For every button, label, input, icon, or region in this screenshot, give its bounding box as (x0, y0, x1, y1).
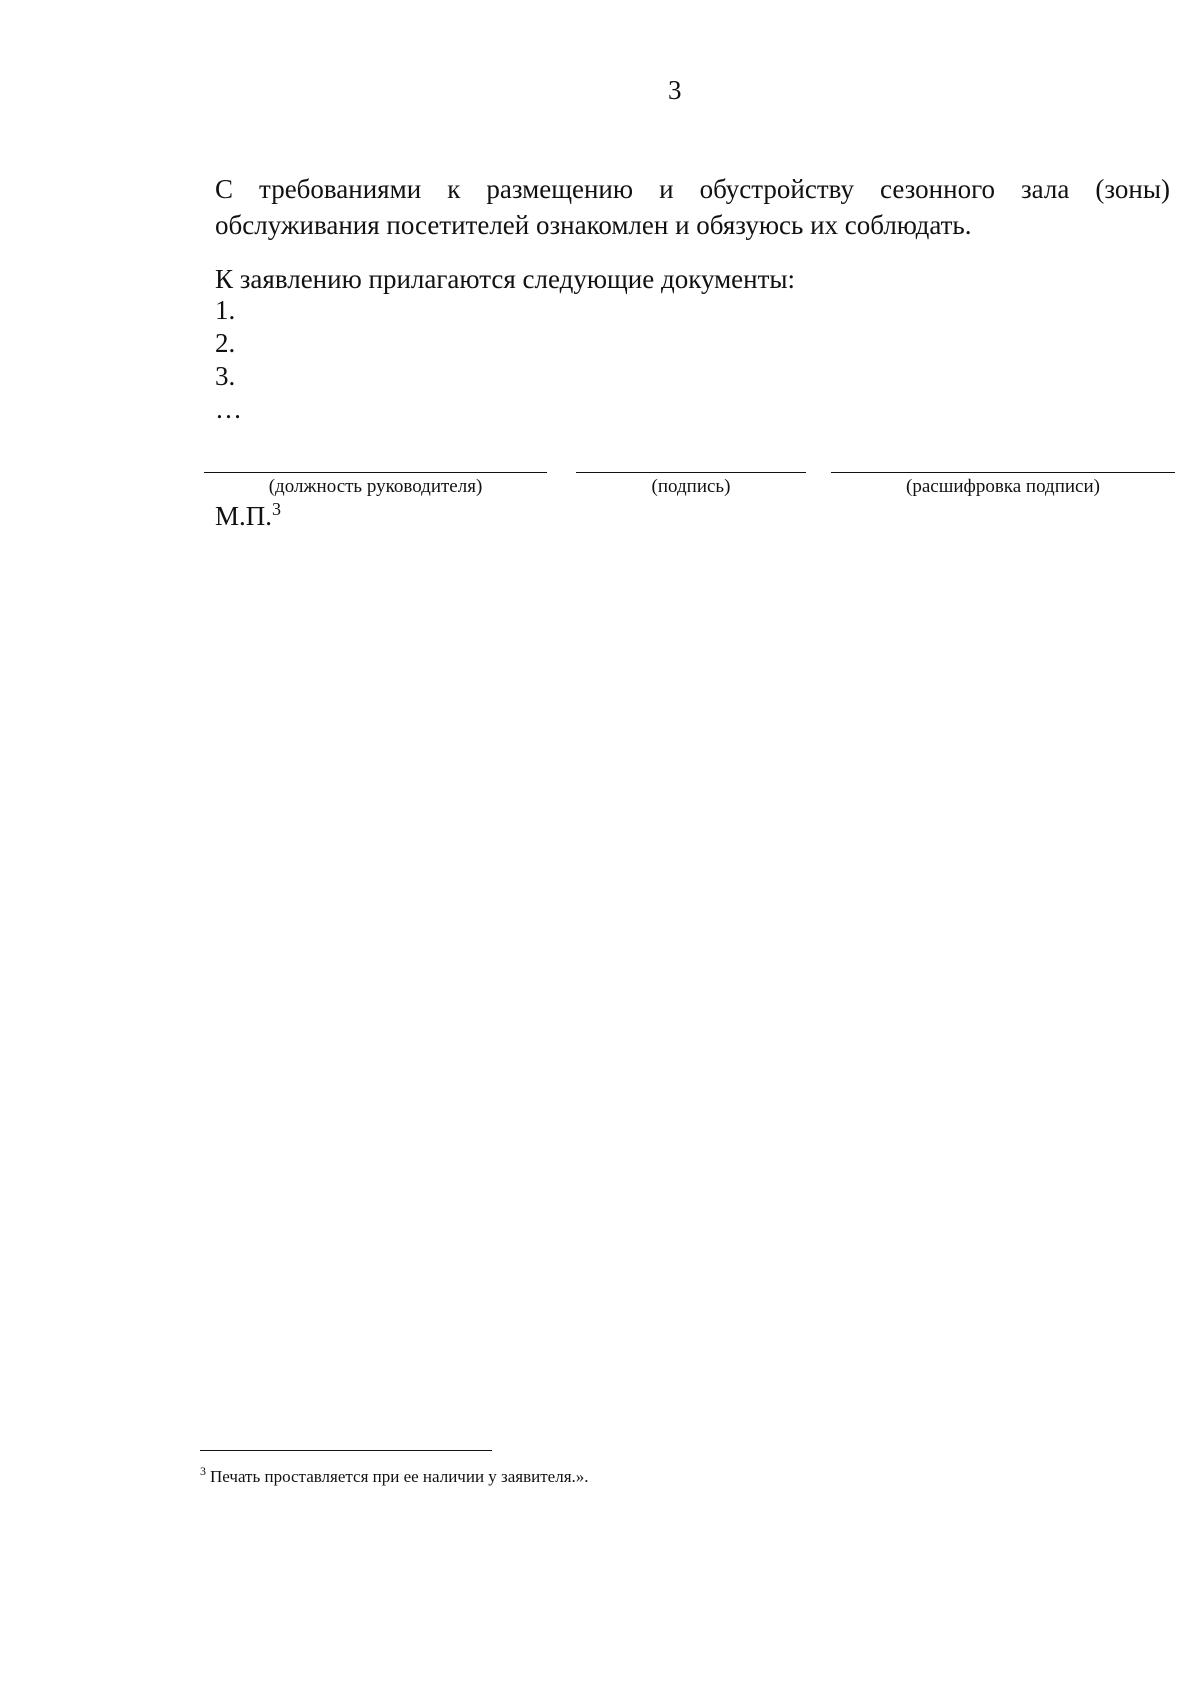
footnote-marker: 3 (200, 1464, 206, 1479)
signature-caption: (подпись) (651, 476, 731, 497)
footnote (200, 1466, 589, 1488)
attachments-list (215, 294, 242, 426)
footnote-divider (200, 1450, 492, 1451)
requirements-line-1: С требованиями к размещению и обустройству сезонного зала (зоны) (215, 174, 1170, 204)
seal-label (215, 500, 281, 532)
requirements-paragraph (215, 171, 1170, 243)
list-item: 2. (215, 328, 236, 358)
footnote-text: Печать проставляется при ее наличии у заявителя.». (210, 1467, 589, 1486)
signature-decoding-line (831, 472, 1175, 473)
position-caption: (должность руководителя) (268, 476, 483, 497)
list-item: 3. (215, 361, 236, 391)
list-item: 1. (215, 295, 236, 325)
page-number: 3 (668, 75, 682, 105)
attachments-heading: К заявлению прилагаются следующие документы: (215, 264, 796, 294)
position-line (204, 472, 547, 473)
seal-text: М.П. (215, 501, 273, 531)
signature-line (576, 472, 806, 473)
seal-footnote-ref: 3 (272, 499, 282, 519)
requirements-line-2: обслуживания посетителей ознакомлен и обязуюсь их соблюдать. (215, 210, 972, 240)
signature-decoding-caption: (расшифровка подписи) (906, 476, 1100, 497)
list-item: … (215, 394, 242, 424)
